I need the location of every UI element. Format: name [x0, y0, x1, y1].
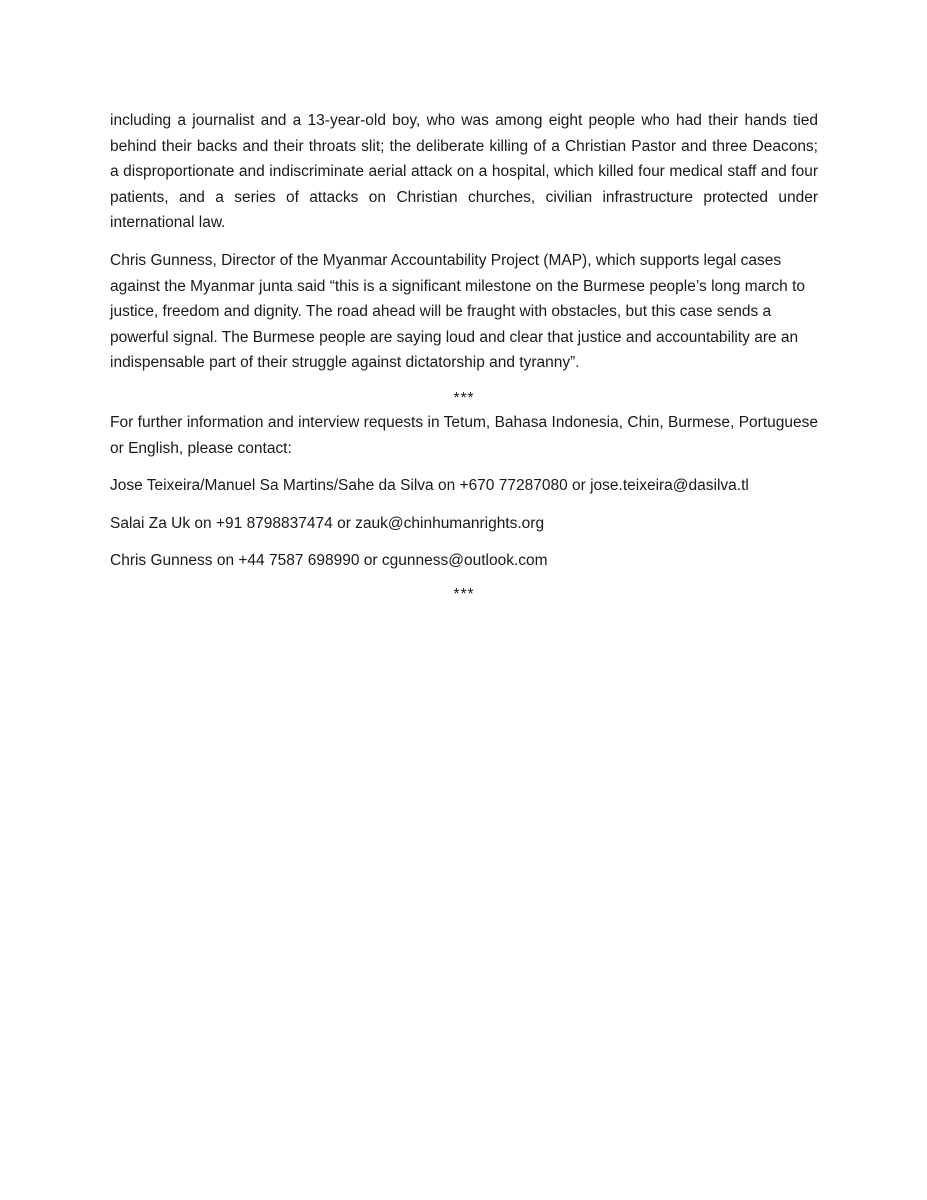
- document-page: [110, 108, 818, 606]
- contact-line-teixeira: Jose Teixeira/Manuel Sa Martins/Sahe da Silva on +670 77287080 or jose.teixeira@dasilva.tl: [110, 477, 749, 495]
- separator-top: ***: [453, 389, 475, 407]
- contact-line-gunness: Chris Gunness on +44 7587 698990 or cgunness@outlook.com: [110, 552, 548, 570]
- contact-intro: For further information and interview requests in Tetum, Bahasa Indonesia, Chin, Burmese, Portuguese or English, please contact:: [110, 413, 818, 457]
- separator-bottom: ***: [453, 585, 475, 603]
- paragraph-quote: Chris Gunness, Director of the Myanmar Accountability Project (MAP), which supports legal cases against the Myanmar junta said “this is a significant milestone on the Burmese people’s long march to justice, freedom and dignity. The road ahead will be fraught with obstacles, but this case sends a powerful signal. The Burmese people are saying loud and clear that justice and accountability are an indispensable part of their struggle against dictatorship and tyranny”.: [110, 251, 805, 372]
- paragraph-victims: including a journalist and a 13-year-old boy, who was among eight people who had their hands tied behind their backs and their throats slit; the deliberate killing of a Christian Pastor and three Deacons; a disproportionate and indiscriminate aerial attack on a hospital, which killed four medical staff and four patients, and a series of attacks on Christian churches, civilian infrastructure protected under international law.: [110, 112, 818, 232]
- contact-line-salai: Salai Za Uk on +91 8798837474 or zauk@chinhumanrights.org: [110, 514, 545, 532]
